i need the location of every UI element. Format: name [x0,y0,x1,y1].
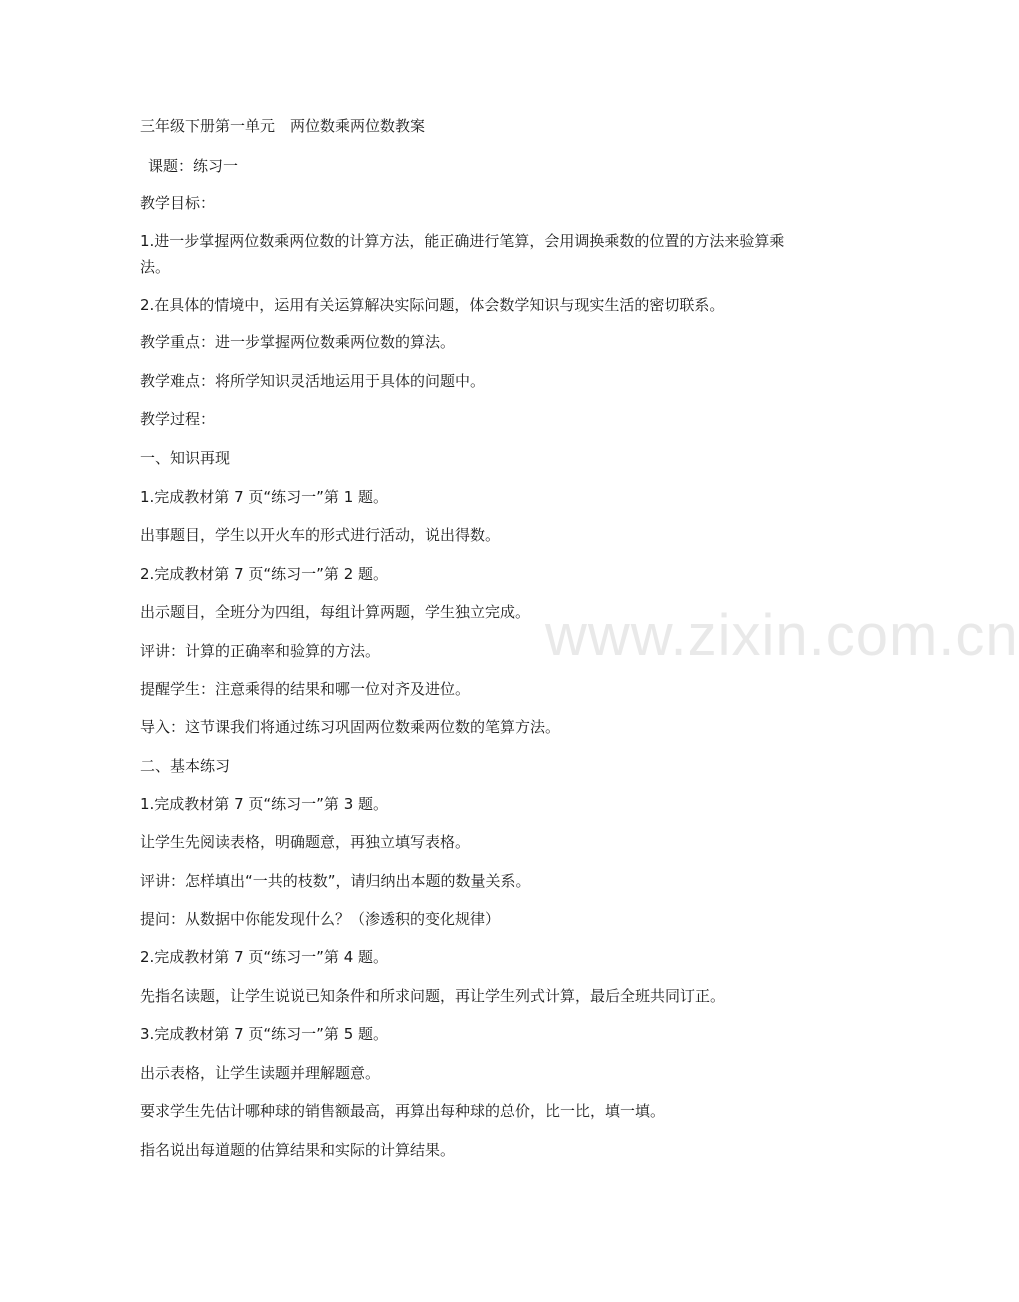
process-heading: 教学过程： [140,410,216,428]
objective-1: 1.进一步掌握两位数乘两位数的计算方法，能正确进行笔算，会用调换乘数的位置的方法来验算乘法。 [140,232,785,276]
section-1-line: 评讲：计算的正确率和验算的方法。 [140,642,381,660]
section-2-line: 出示表格，让学生读题并理解题意。 [140,1064,381,1082]
section-1-line: 出示题目，全班分为四组，每组计算两题，学生独立完成。 [140,603,531,621]
objectives-heading: 教学目标： [140,194,216,212]
section-1-line: 提醒学生：注意乘得的结果和哪一位对齐及进位。 [140,680,471,698]
section-2-heading: 二、基本练习 [140,757,231,775]
document-title: 三年级下册第一单元 两位数乘两位数教案 [140,117,426,135]
section-1-heading: 一、知识再现 [140,449,231,467]
section-1-line: 导入：这节课我们将通过练习巩固两位数乘两位数的笔算方法。 [140,718,561,736]
section-2-line: 1.完成教材第 7 页“练习一”第 3 题。 [140,795,389,813]
section-2-line: 让学生先阅读表格，明确题意，再独立填写表格。 [140,833,471,851]
section-2-line: 3.完成教材第 7 页“练习一”第 5 题。 [140,1025,389,1043]
section-1-line: 出事题目，学生以开火车的形式进行活动，说出得数。 [140,526,501,544]
section-2-line: 2.完成教材第 7 页“练习一”第 4 题。 [140,948,389,966]
section-2-line: 提问：从数据中你能发现什么？（渗透积的变化规律） [140,910,501,928]
watermark: www.zixin.com.cn [545,603,1019,668]
section-2-line: 要求学生先估计哪种球的销售额最高，再算出每种球的总价，比一比，填一填。 [140,1102,666,1120]
section-1-line: 2.完成教材第 7 页“练习一”第 2 题。 [140,565,389,583]
section-2-line: 评讲：怎样填出“一共的枝数”，请归纳出本题的数量关系。 [140,872,531,890]
section-2-line: 先指名读题，让学生说说已知条件和所求问题，再让学生列式计算，最后全班共同订正。 [140,987,726,1005]
section-2-line: 指名说出每道题的估算结果和实际的计算结果。 [140,1141,456,1159]
objective-2: 2.在具体的情境中，运用有关运算解决实际问题，体会数学知识与现实生活的密切联系。 [140,296,725,314]
key-point: 教学重点：进一步掌握两位数乘两位数的算法。 [140,333,456,351]
lesson-topic: 课题：练习一 [148,157,239,175]
section-1-line: 1.完成教材第 7 页“练习一”第 1 题。 [140,488,389,506]
difficulty: 教学难点：将所学知识灵活地运用于具体的问题中。 [140,372,486,390]
